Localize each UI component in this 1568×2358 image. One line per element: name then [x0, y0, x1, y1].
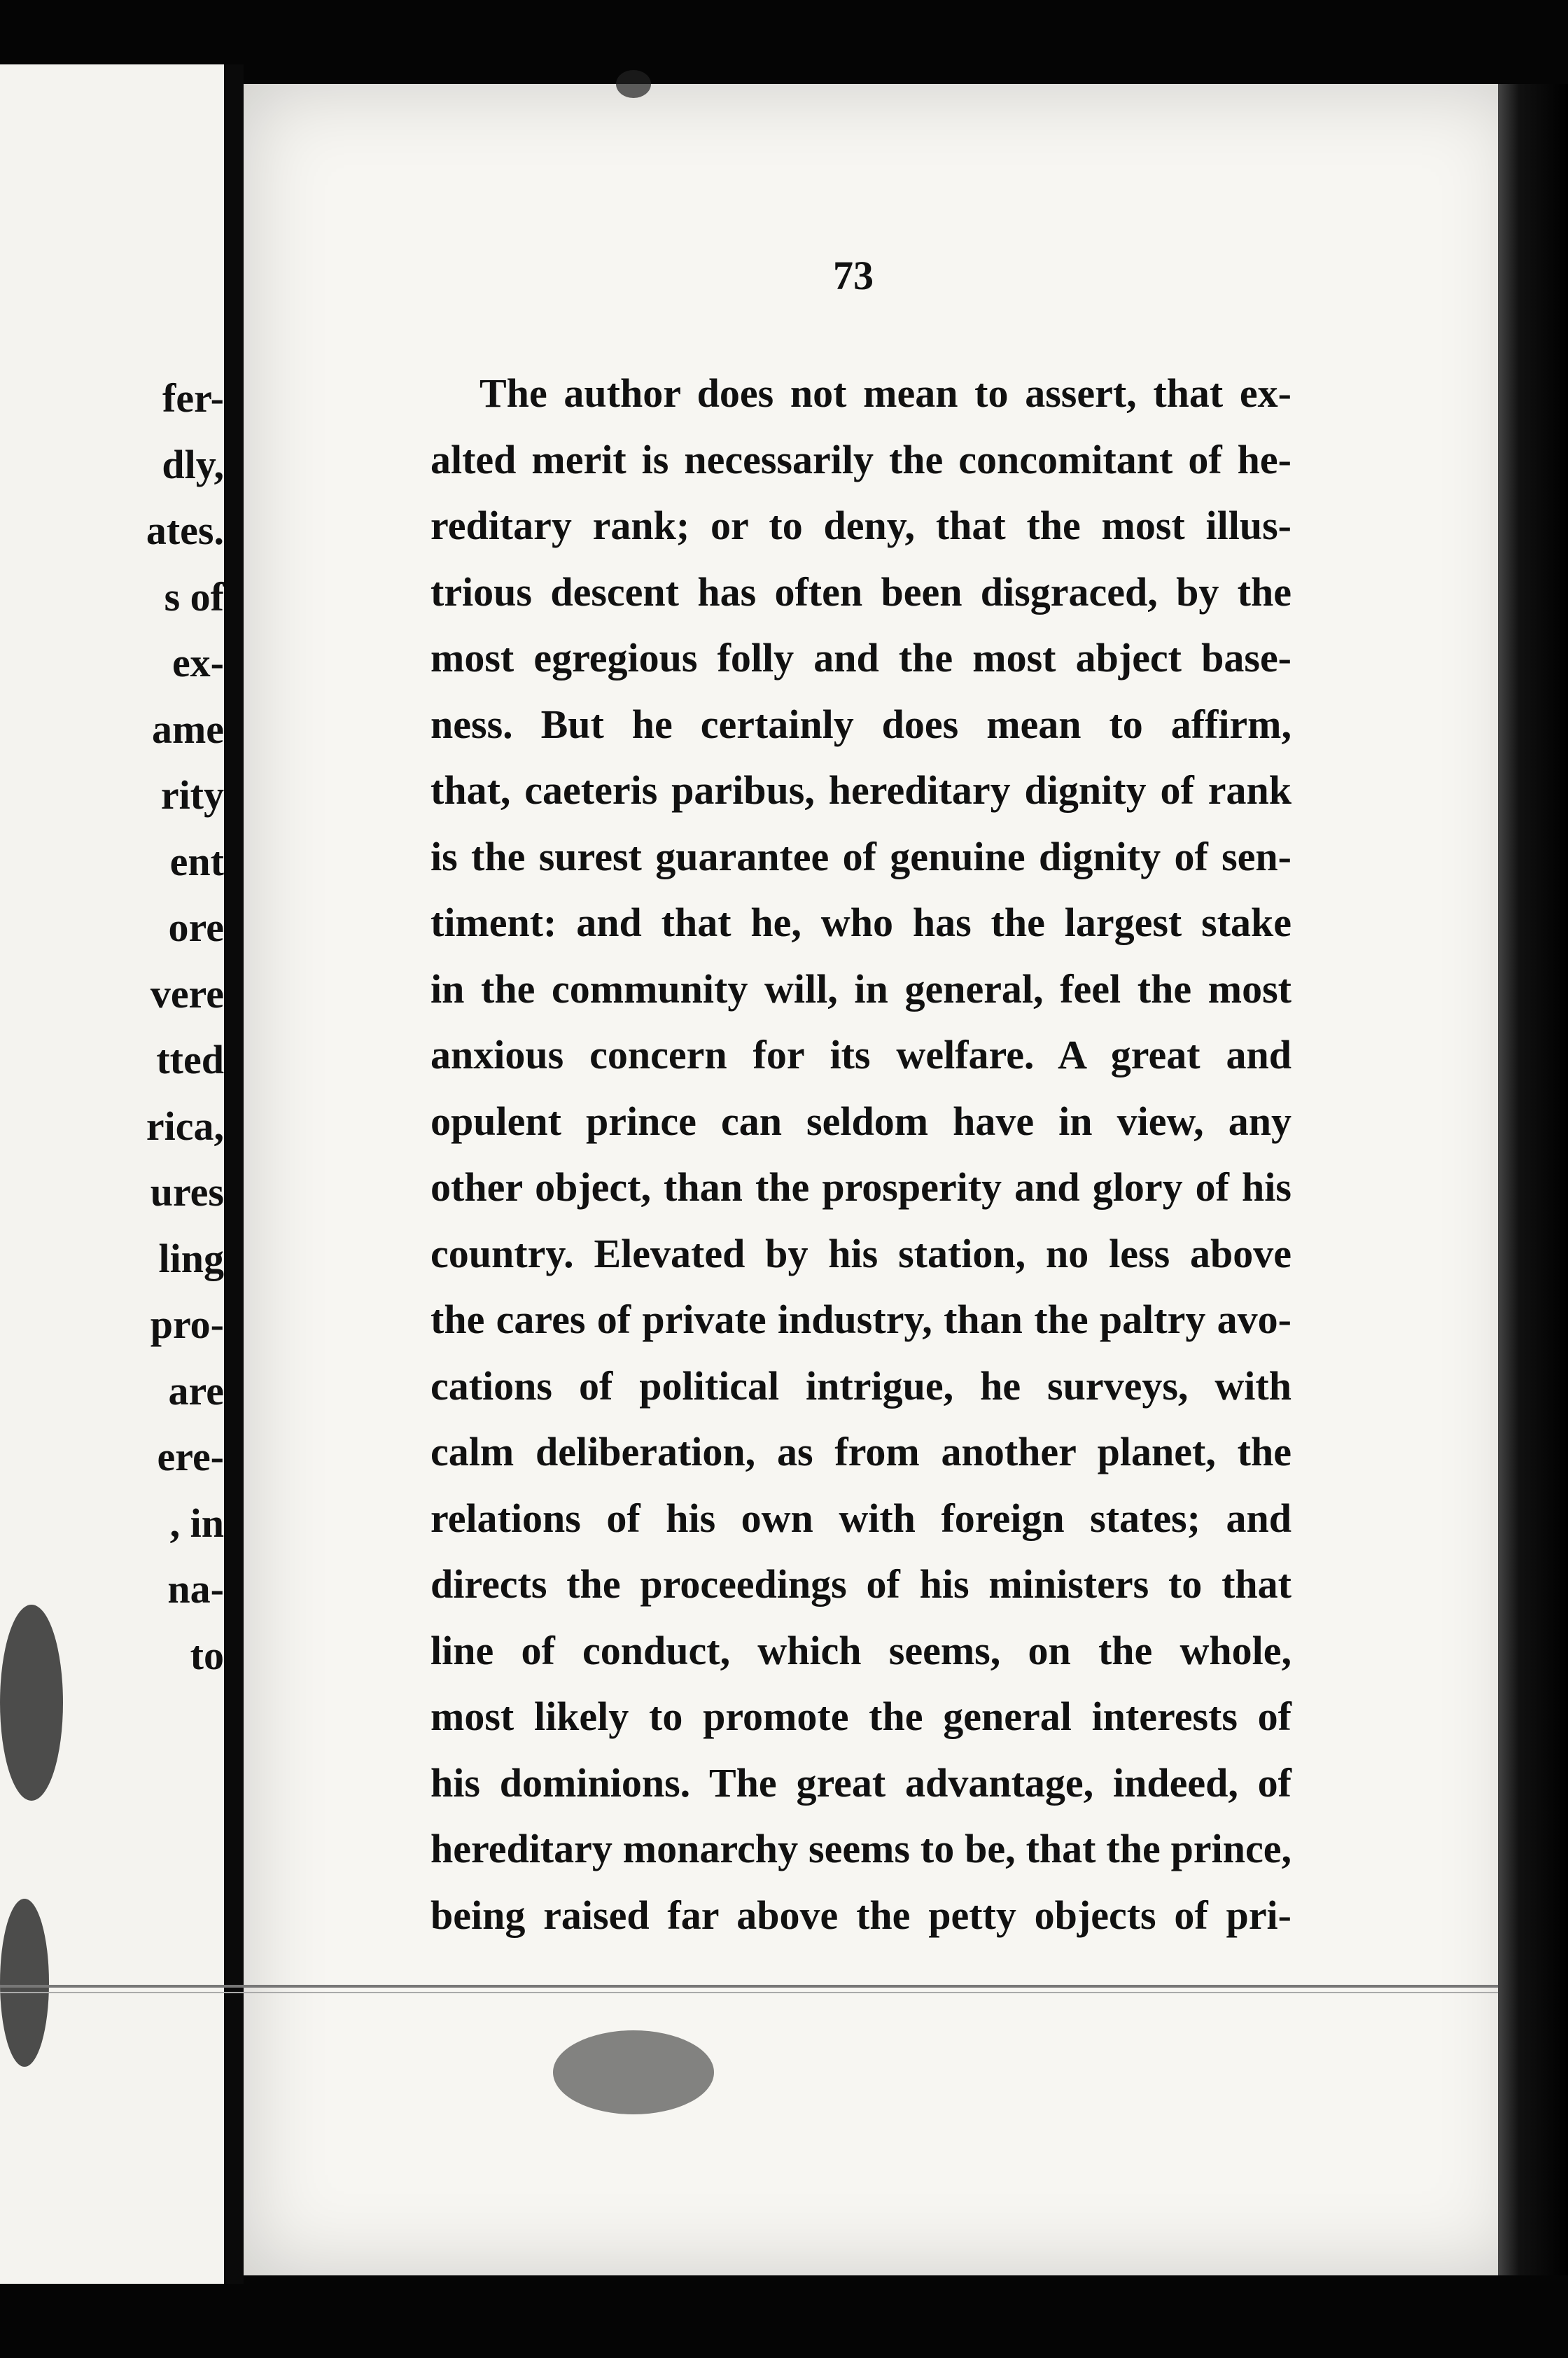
text-line: that, caeteris paribus, hereditary dignity of rank: [430, 767, 1292, 813]
text-line: trious descent has often been disgraced, by the: [430, 568, 1292, 615]
fragment-line: ere-: [157, 1434, 224, 1479]
fragment-line: rica,: [146, 1103, 224, 1149]
fragment-line: ures: [150, 1169, 224, 1215]
fragment-line: pro-: [150, 1302, 224, 1347]
ink-blot: [0, 1899, 49, 2067]
fragment-line: ame: [151, 706, 224, 752]
scan-rule-line: [0, 1992, 1498, 1993]
text-line: country. Elevated by his station, no less above: [430, 1230, 1292, 1276]
text-line: anxious concern for its welfare. A great and: [430, 1032, 1292, 1077]
fragment-line: ling: [158, 1235, 224, 1281]
text-line: his dominions. The great advantage, indeed, of: [430, 1759, 1292, 1806]
gutter: [225, 64, 244, 2284]
page-number: 73: [833, 253, 874, 298]
ink-blot: [616, 70, 651, 98]
fragment-line: fer-: [162, 375, 224, 421]
text-line: is the surest guarantee of genuine dignity of sen-: [430, 833, 1292, 879]
fragment-line: to: [190, 1632, 224, 1678]
fragment-line: s of: [164, 573, 224, 620]
fragment-line: na-: [167, 1566, 224, 1612]
text-line: reditary rank; or to deny, that the most illus-: [430, 503, 1292, 548]
facing-page: [0, 64, 224, 2284]
text-line: calm deliberation, as from another planet, the: [430, 1429, 1292, 1474]
fragment-line: vere: [150, 970, 224, 1017]
text-line: being raised far above the petty objects of pri-: [430, 1892, 1292, 1938]
text-line: The author does not mean to assert, that ex-: [479, 370, 1292, 416]
text-line: ness. But he certainly does mean to affirm,: [430, 701, 1292, 747]
text-line: cations of political intrigue, he surveys, with: [430, 1362, 1292, 1409]
fragment-line: rity: [160, 772, 224, 818]
fragment-line: ex-: [172, 640, 224, 685]
text-line: timent: and that he, who has the largest stake: [430, 900, 1292, 945]
facing-page-text: [140, 365, 224, 1689]
ink-blot: [553, 2030, 714, 2114]
text-line: in the community will, in general, feel the most: [430, 965, 1292, 1012]
fragment-line: ore: [168, 905, 224, 950]
text-line: relations of his own with foreign states; and: [430, 1495, 1292, 1541]
page-edge-shadow: [1498, 84, 1568, 2275]
text-line: most egregious folly and the most abject base-: [430, 635, 1292, 681]
fragment-line: tted: [156, 1037, 224, 1082]
text-line: the cares of private industry, than the paltry avo-: [430, 1297, 1292, 1342]
text-line: directs the proceedings of his ministers to that: [430, 1561, 1292, 1607]
fragment-line: dly,: [162, 441, 224, 487]
text-line: other object, than the prosperity and glory of his: [430, 1164, 1292, 1210]
text-line: opulent prince can seldom have in view, any: [430, 1098, 1292, 1144]
text-line: hereditary monarchy seems to be, that the prince,: [430, 1826, 1292, 1871]
ink-blot: [0, 1605, 63, 1801]
fragment-line: ent: [169, 838, 224, 884]
text-line: most likely to promote the general interests of: [430, 1694, 1292, 1739]
fragment-line: , in: [169, 1500, 224, 1546]
text-line: line of conduct, which seems, on the whole,: [430, 1627, 1292, 1673]
text-line: alted merit is necessarily the concomitant of he-: [430, 436, 1292, 482]
fragment-line: ates.: [146, 508, 224, 553]
body-text: [430, 361, 1292, 1948]
fragment-line: are: [168, 1367, 224, 1414]
scan-rule-line: [0, 1985, 1498, 1988]
